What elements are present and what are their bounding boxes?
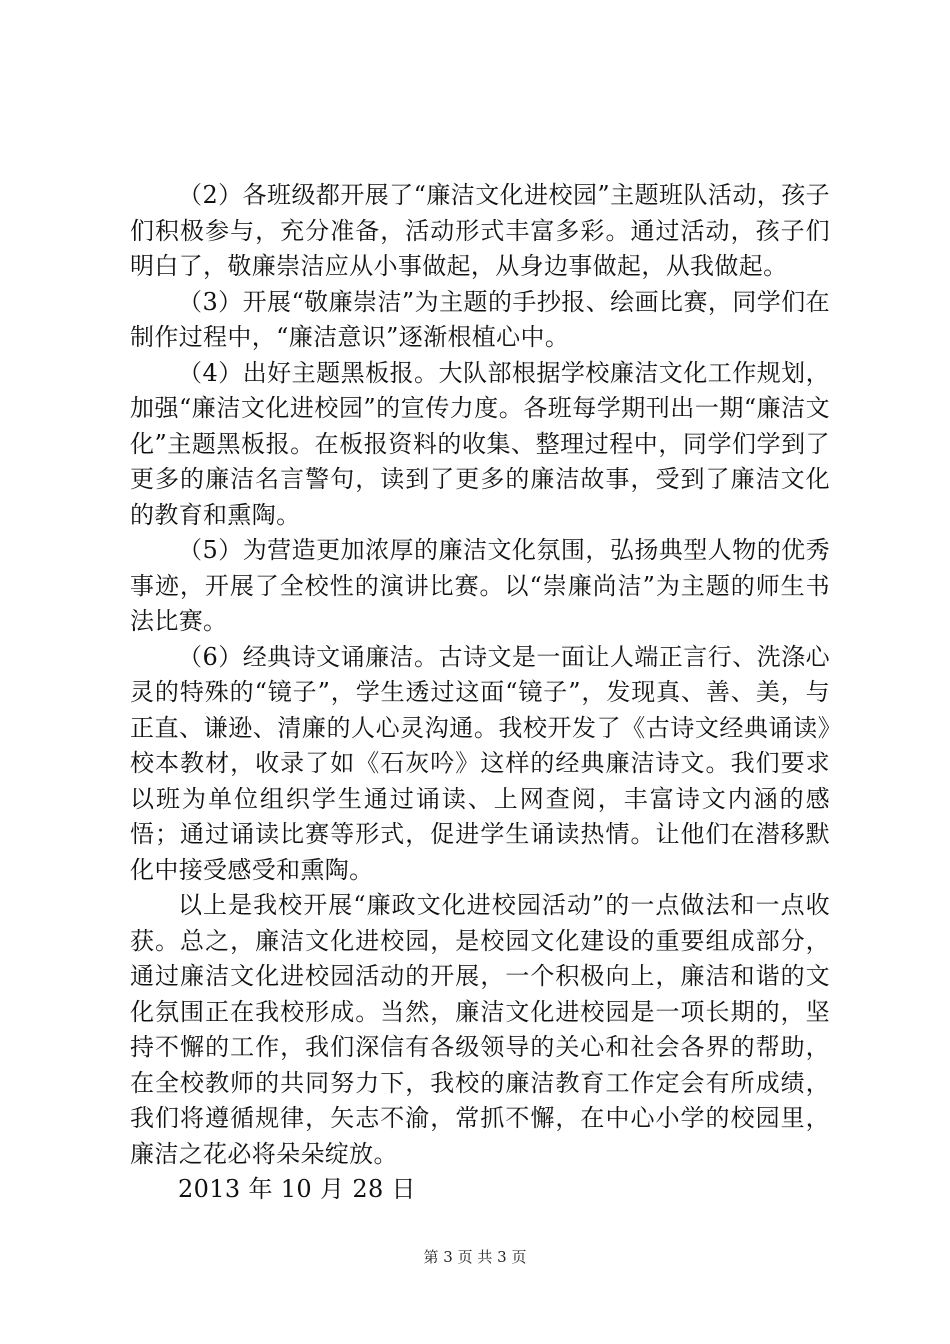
paragraph-conclusion: 以上是我校开展“廉政文化进校园活动”的一点做法和一点收获。总之，廉洁文化进校园，是校园文化建设的重要组成部分，通过廉洁文化进校园活动的开展，一个积极向上，廉洁和谐的文化氛围正在我校形成。当然，廉洁文化进校园是一项长期的，坚持不懈的工作，我们深信有各级领导的关心和社会各界的帮助，在全校教师的共同努力下，我校的廉洁教育工作定会有所成绩，我们将遵循规律，矢志不渝，常抓不懈，在中心小学的校园里，廉洁之花必将朵朵绽放。 (130, 891, 830, 1168)
paragraph-activity-5: （5）为营造更加浓厚的廉洁文化氛围，弘扬典型人物的优秀事迹，开展了全校性的演讲比赛。以“崇廉尚洁”为主题的师生书法比赛。 (130, 536, 830, 635)
page-footer: 第 3 页 共 3 页 (423, 1248, 527, 1266)
paragraph-activity-3: （3）开展“敬廉崇洁”为主题的手抄报、绘画比赛，同学们在制作过程中，“廉洁意识”逐渐根植心中。 (130, 287, 830, 351)
document-date: 2013 年 10 月 28 日 (178, 1175, 416, 1203)
paragraph-activity-2: （2）各班级都开展了“廉洁文化进校园”主题班队活动，孩子们积极参与，充分准备，活动形式丰富多彩。通过活动，孩子们明白了，敬廉崇洁应从小事做起，从身边事做起，从我做起。 (130, 181, 830, 280)
paragraph-activity-4: （4）出好主题黑板报。大队部根据学校廉洁文化工作规划，加强“廉洁文化进校园”的宣传力度。各班每学期刊出一期“廉洁文化”主题黑板报。在板报资料的收集、整理过程中，同学们学到了更多的廉洁名言警句，读到了更多的廉洁故事，受到了廉洁文化的教育和熏陶。 (130, 358, 830, 529)
document-body (130, 178, 830, 1208)
paragraph-activity-6: （6）经典诗文诵廉洁。古诗文是一面让人端正言行、洗涤心灵的特殊的“镜子”，学生透过这面“镜子”，发现真、善、美，与正直、谦逊、清廉的人心灵沟通。我校开发了《古诗文经典诵读》校本教材，收录了如《石灰吟》这样的经典廉洁诗文。我们要求以班为单位组织学生通过诵读、上网查阅，丰富诗文内涵的感悟；通过诵读比赛等形式，促进学生诵读热情。让他们在潜移默化中接受感受和熏陶。 (130, 642, 830, 884)
